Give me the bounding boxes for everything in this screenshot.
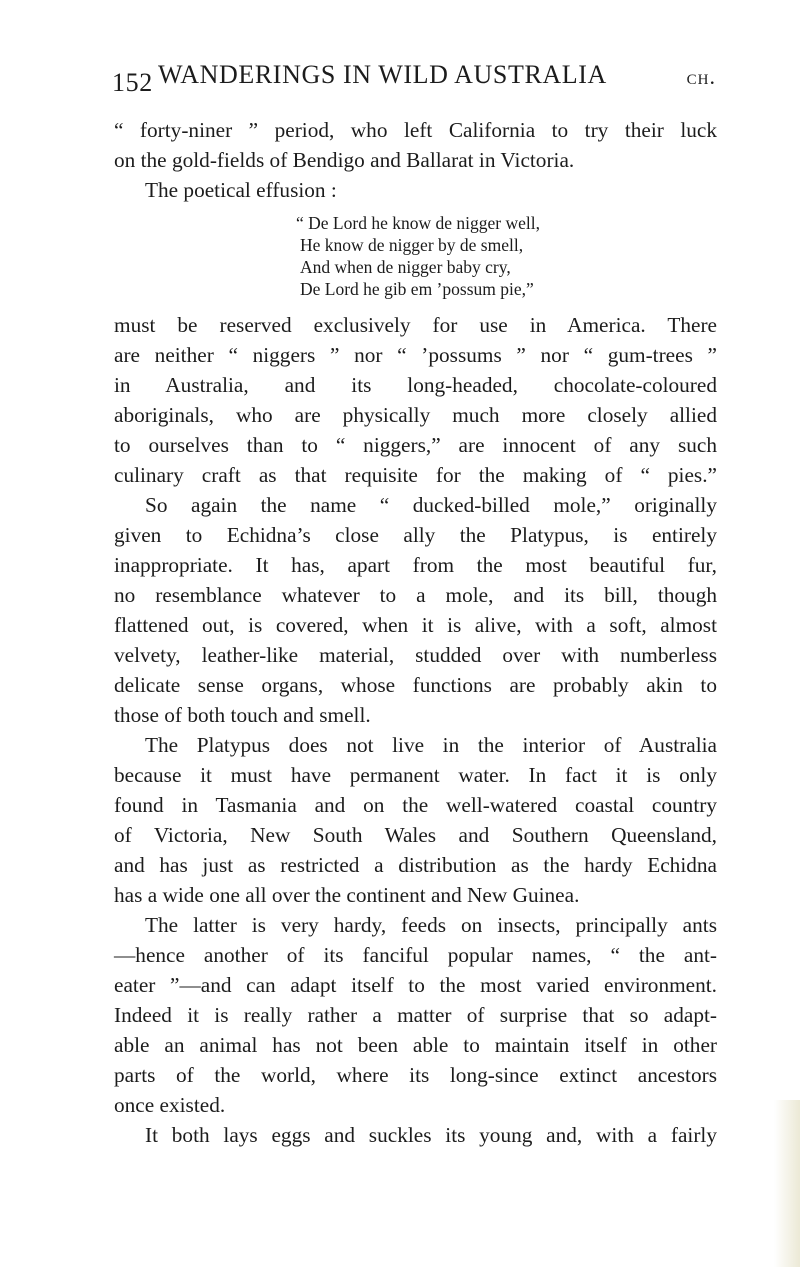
verse-line: And when de nigger baby cry, [300,257,511,277]
text-line: because it must have permanent water. In fact it is only [114,763,717,787]
verse-line: “ De Lord he know de nigger well, [296,213,540,233]
text-line: must be reserved exclusively for use in America. There [114,313,717,337]
verse-line: De Lord he gib em ’possum pie,” [300,279,534,299]
text-line: The Platypus does not live in the interior of Australia [145,733,717,757]
text-line: The latter is very hardy, feeds on insects, principally ants [145,913,717,937]
text-line: has a wide one all over the continent and New Guinea. [114,883,580,907]
text-line: found in Tasmania and on the well-watered coastal country [114,793,717,817]
text-line: are neither “ niggers ” nor “ ’possums ” nor “ gum-trees ” [114,343,717,367]
text-line: to ourselves than to “ niggers,” are innocent of any such [114,433,717,457]
text-line: able an animal has not been able to maintain itself in other [114,1033,717,1057]
text-line: flattened out, is covered, when it is alive, with a soft, almost [114,613,717,637]
text-line: in Australia, and its long-headed, chocolate-coloured [114,373,717,397]
text-line: Indeed it is really rather a matter of surprise that so adapt- [114,1003,717,1027]
page-number: 152 [112,68,153,97]
text-line: “ forty-niner ” period, who left California to try their luck [114,118,717,142]
text-line: and has just as restricted a distribution as the hardy Echidna [114,853,717,877]
running-title: WANDERINGS IN WILD AUSTRALIA [158,60,607,89]
text-line: So again the name “ ducked-billed mole,” originally [145,493,717,517]
text-line: aboriginals, who are physically much more closely allied [114,403,717,427]
text-line: velvety, leather-like material, studded over with numberless [114,643,717,667]
text-line: of Victoria, New South Wales and Southern Queensland, [114,823,717,847]
running-header [112,60,716,104]
text-line: no resemblance whatever to a mole, and its bill, though [114,583,717,607]
text-line: on the gold-fields of Bendigo and Ballarat in Victoria. [114,148,575,172]
text-line: those of both touch and smell. [114,703,371,727]
text-line: delicate sense organs, whose functions are probably akin to [114,673,717,697]
text-line: once existed. [114,1093,226,1117]
text-line: given to Echidna’s close ally the Platypus, is entirely [114,523,717,547]
text-line: culinary craft as that requisite for the making of “ pies.” [114,463,717,487]
text-line: parts of the world, where its long-since extinct ancestors [114,1063,717,1087]
text-line: inappropriate. It has, apart from the most beautiful fur, [114,553,717,577]
text-line: —hence another of its fanciful popular names, “ the ant- [114,943,717,967]
chapter-mark: ch. [686,64,716,89]
text-line: The poetical effusion : [145,178,337,202]
text-line: It both lays eggs and suckles its young and, with a fairly [145,1123,717,1147]
verse-line: He know de nigger by de smell, [300,235,524,255]
text-line: eater ”—and can adapt itself to the most varied environment. [114,973,717,997]
page-edge-shading [774,1100,800,1267]
